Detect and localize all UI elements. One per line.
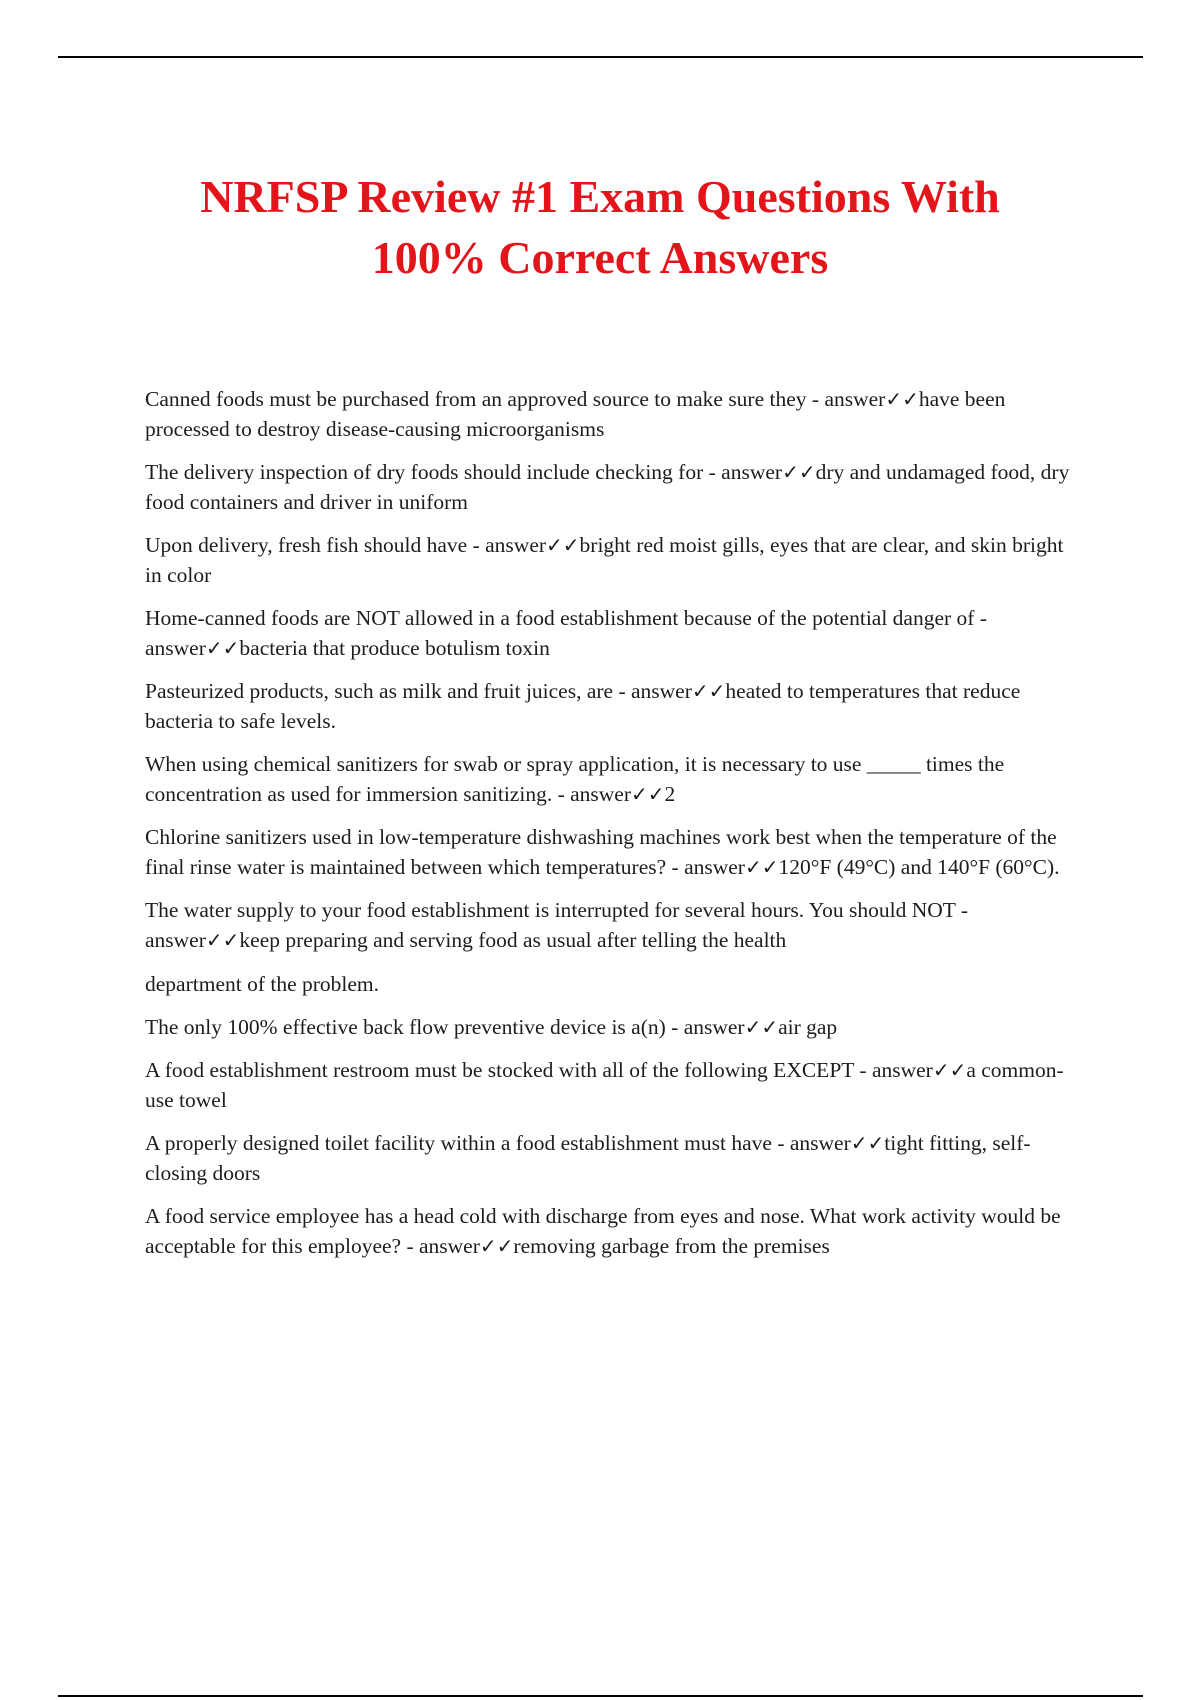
answer-prefix: answer bbox=[485, 533, 547, 557]
question-text: The only 100% effective back flow preventive device is a(n) - bbox=[145, 1015, 684, 1039]
answer-prefix: answer bbox=[684, 855, 745, 879]
check-mark-icon: ✓✓ bbox=[205, 928, 240, 952]
question-text: The delivery inspection of dry foods should include checking for - bbox=[145, 460, 722, 484]
answer-continuation: department of the problem. bbox=[145, 972, 380, 996]
bottom-rule bbox=[58, 1695, 1143, 1697]
question-text: Home-canned foods are NOT allowed in a food establishment because of the potential danger of - bbox=[145, 606, 987, 630]
check-mark-icon: ✓✓ bbox=[932, 1058, 967, 1082]
top-rule bbox=[58, 56, 1143, 58]
check-mark-icon: ✓✓ bbox=[885, 387, 919, 411]
check-mark-icon: ✓✓ bbox=[479, 1234, 514, 1258]
answer-text: dry and undamaged food, dry food containers and driver in uniform bbox=[145, 460, 1070, 514]
answer-prefix: answer bbox=[789, 1131, 851, 1155]
qa-item bbox=[145, 676, 1085, 736]
answer-text: bacteria that produce botulism toxin bbox=[239, 636, 550, 660]
question-text: A properly designed toilet facility within a food establishment must have - bbox=[145, 1131, 790, 1155]
qa-item bbox=[145, 457, 1085, 517]
question-text: A food service employee has a head cold with discharge from eyes and nose. What work activity would be acceptable for this employee? - bbox=[145, 1204, 1061, 1258]
qa-item bbox=[145, 1128, 1085, 1188]
check-mark-icon: ✓✓ bbox=[850, 1131, 885, 1155]
qa-item bbox=[145, 1201, 1085, 1261]
answer-prefix: answer bbox=[631, 679, 692, 703]
answer-prefix: answer bbox=[721, 460, 783, 484]
qa-item bbox=[145, 822, 1085, 882]
answer-text: have been processed to destroy disease-causing microorganisms bbox=[145, 387, 1006, 441]
answer-prefix: answer bbox=[145, 636, 206, 660]
answer-prefix: answer bbox=[570, 782, 631, 806]
answer-text: removing garbage from the premises bbox=[513, 1234, 830, 1258]
answer-prefix: answer bbox=[824, 387, 886, 411]
document-title bbox=[120, 166, 1080, 288]
title-line-2: 100% Correct Answers bbox=[371, 232, 829, 283]
answer-text: air gap bbox=[778, 1015, 838, 1039]
question-text: Upon delivery, fresh fish should have - bbox=[145, 533, 486, 557]
check-mark-icon: ✓✓ bbox=[744, 855, 779, 879]
answer-prefix: answer bbox=[419, 1234, 480, 1258]
check-mark-icon: ✓✓ bbox=[546, 533, 580, 557]
answer-text: 2 bbox=[664, 782, 676, 806]
answer-text: bright red moist gills, eyes that are clear, and skin bright in color bbox=[145, 533, 1064, 587]
check-mark-icon: ✓✓ bbox=[631, 782, 665, 806]
qa-item bbox=[145, 895, 1085, 955]
qa-item bbox=[145, 749, 1085, 809]
question-text: A food establishment restroom must be stocked with all of the following EXCEPT - bbox=[145, 1058, 872, 1082]
check-mark-icon: ✓✓ bbox=[691, 679, 726, 703]
question-text: Pasteurized products, such as milk and fruit juices, are - bbox=[145, 679, 631, 703]
answer-text: a common-use towel bbox=[145, 1058, 1064, 1112]
qa-item bbox=[145, 1012, 1085, 1042]
qa-item bbox=[145, 603, 1085, 663]
answer-text: tight fitting, self-closing doors bbox=[145, 1131, 1031, 1185]
title-line-1: NRFSP Review #1 Exam Questions With bbox=[200, 171, 1000, 222]
answer-text: keep preparing and serving food as usual after telling the health bbox=[239, 928, 787, 952]
answer-prefix: answer bbox=[871, 1058, 933, 1082]
question-text: Chlorine sanitizers used in low-temperature dishwashing machines work best when the temperature of the final rinse water is maintained between which temperatures? - bbox=[145, 825, 1057, 879]
check-mark-icon: ✓✓ bbox=[744, 1015, 779, 1039]
question-text: When using chemical sanitizers for swab or spray application, it is necessary to use _____ times the concentration as used for immersion sanitizing. - bbox=[145, 752, 1005, 806]
answer-prefix: answer bbox=[683, 1015, 745, 1039]
qa-item bbox=[145, 530, 1085, 590]
answer-prefix: answer bbox=[145, 928, 206, 952]
qa-item bbox=[145, 384, 1085, 444]
question-text: The water supply to your food establishment is interrupted for several hours. You should NOT - bbox=[145, 898, 969, 922]
question-text: Canned foods must be purchased from an approved source to make sure they - bbox=[145, 387, 825, 411]
answer-text: heated to temperatures that reduce bacteria to safe levels. bbox=[145, 679, 1021, 733]
check-mark-icon: ✓✓ bbox=[782, 460, 816, 484]
answer-text: 120°F (49°C) and 140°F (60°C). bbox=[778, 855, 1060, 879]
check-mark-icon: ✓✓ bbox=[205, 636, 240, 660]
qa-item bbox=[145, 1055, 1085, 1115]
qa-list bbox=[145, 384, 1085, 1274]
